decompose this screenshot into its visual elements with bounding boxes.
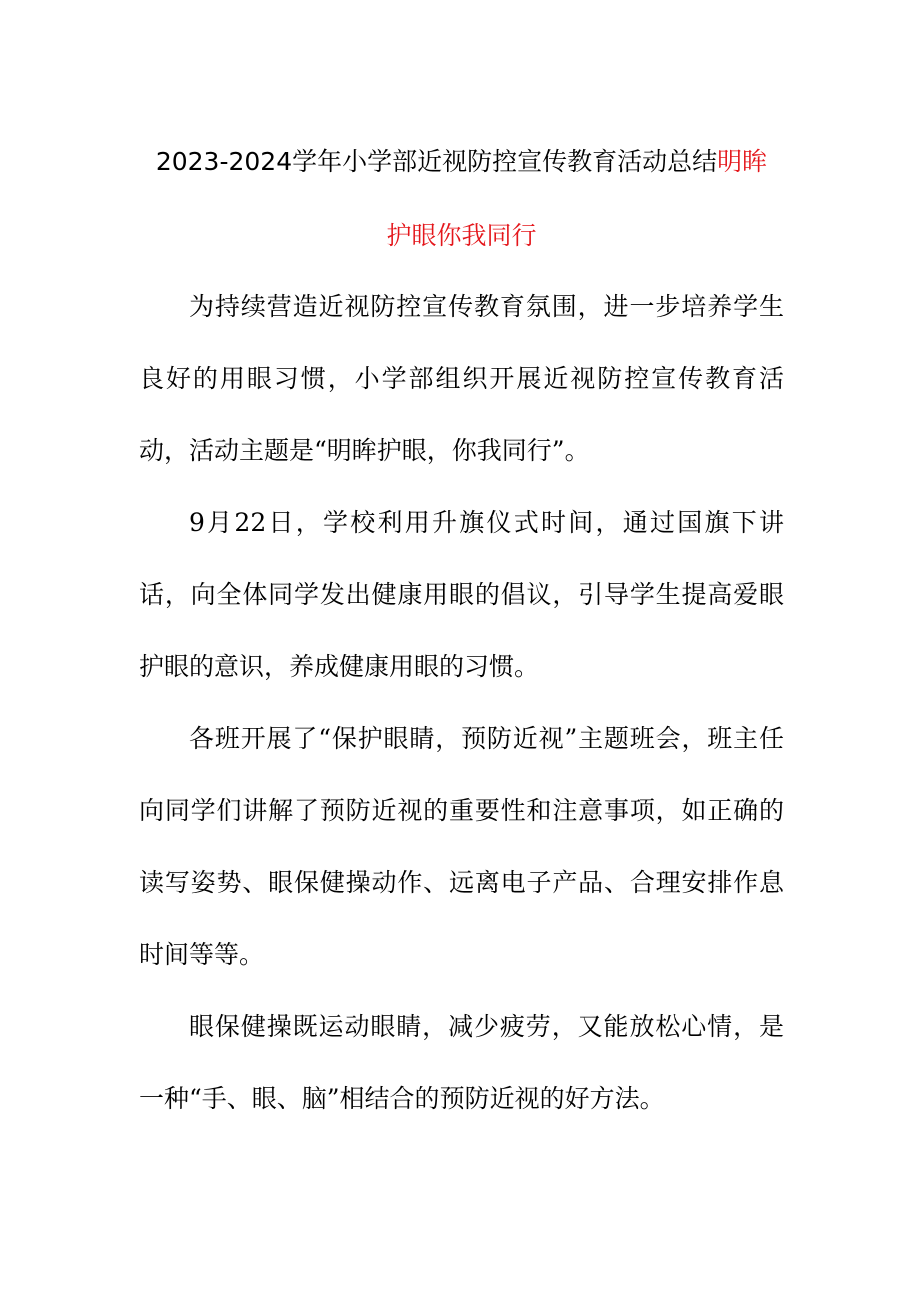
document-title-line-2 (139, 218, 784, 254)
body-paragraph-4: 眼保健操既运动眼睛，减少疲劳，又能放松心情，是一种“手、眼、脑”相结合的预防近视的好方法。 (139, 1012, 784, 1113)
body-paragraph-2: 9月22日，学校利用升旗仪式时间，通过国旗下讲话，向全体同学发出健康用眼的倡议，引导学生提高爱眼护眼的意识，养成健康用眼的习惯。 (139, 508, 784, 681)
title-accent-text: 明眸 (717, 147, 768, 176)
body-paragraph-1: 为持续营造近视防控宣传教育氛围，进一步培养学生良好的用眼习惯，小学部组织开展近视防控宣传教育活动，活动主题是“明眸护眼，你我同行”。 (139, 292, 784, 465)
title-main-text: 2023-2024学年小学部近视防控宣传教育活动总结 (155, 147, 718, 176)
document-title-line-1 (139, 144, 784, 180)
title-accent-text-continued: 护眼你我同行 (386, 221, 537, 250)
body-paragraph-3: 各班开展了“保护眼睛，预防近视”主题班会，班主任向同学们讲解了预防近视的重要性和注意事项，如正确的读写姿势、眼保健操动作、远离电子产品、合理安排作息时间等等。 (139, 724, 784, 969)
